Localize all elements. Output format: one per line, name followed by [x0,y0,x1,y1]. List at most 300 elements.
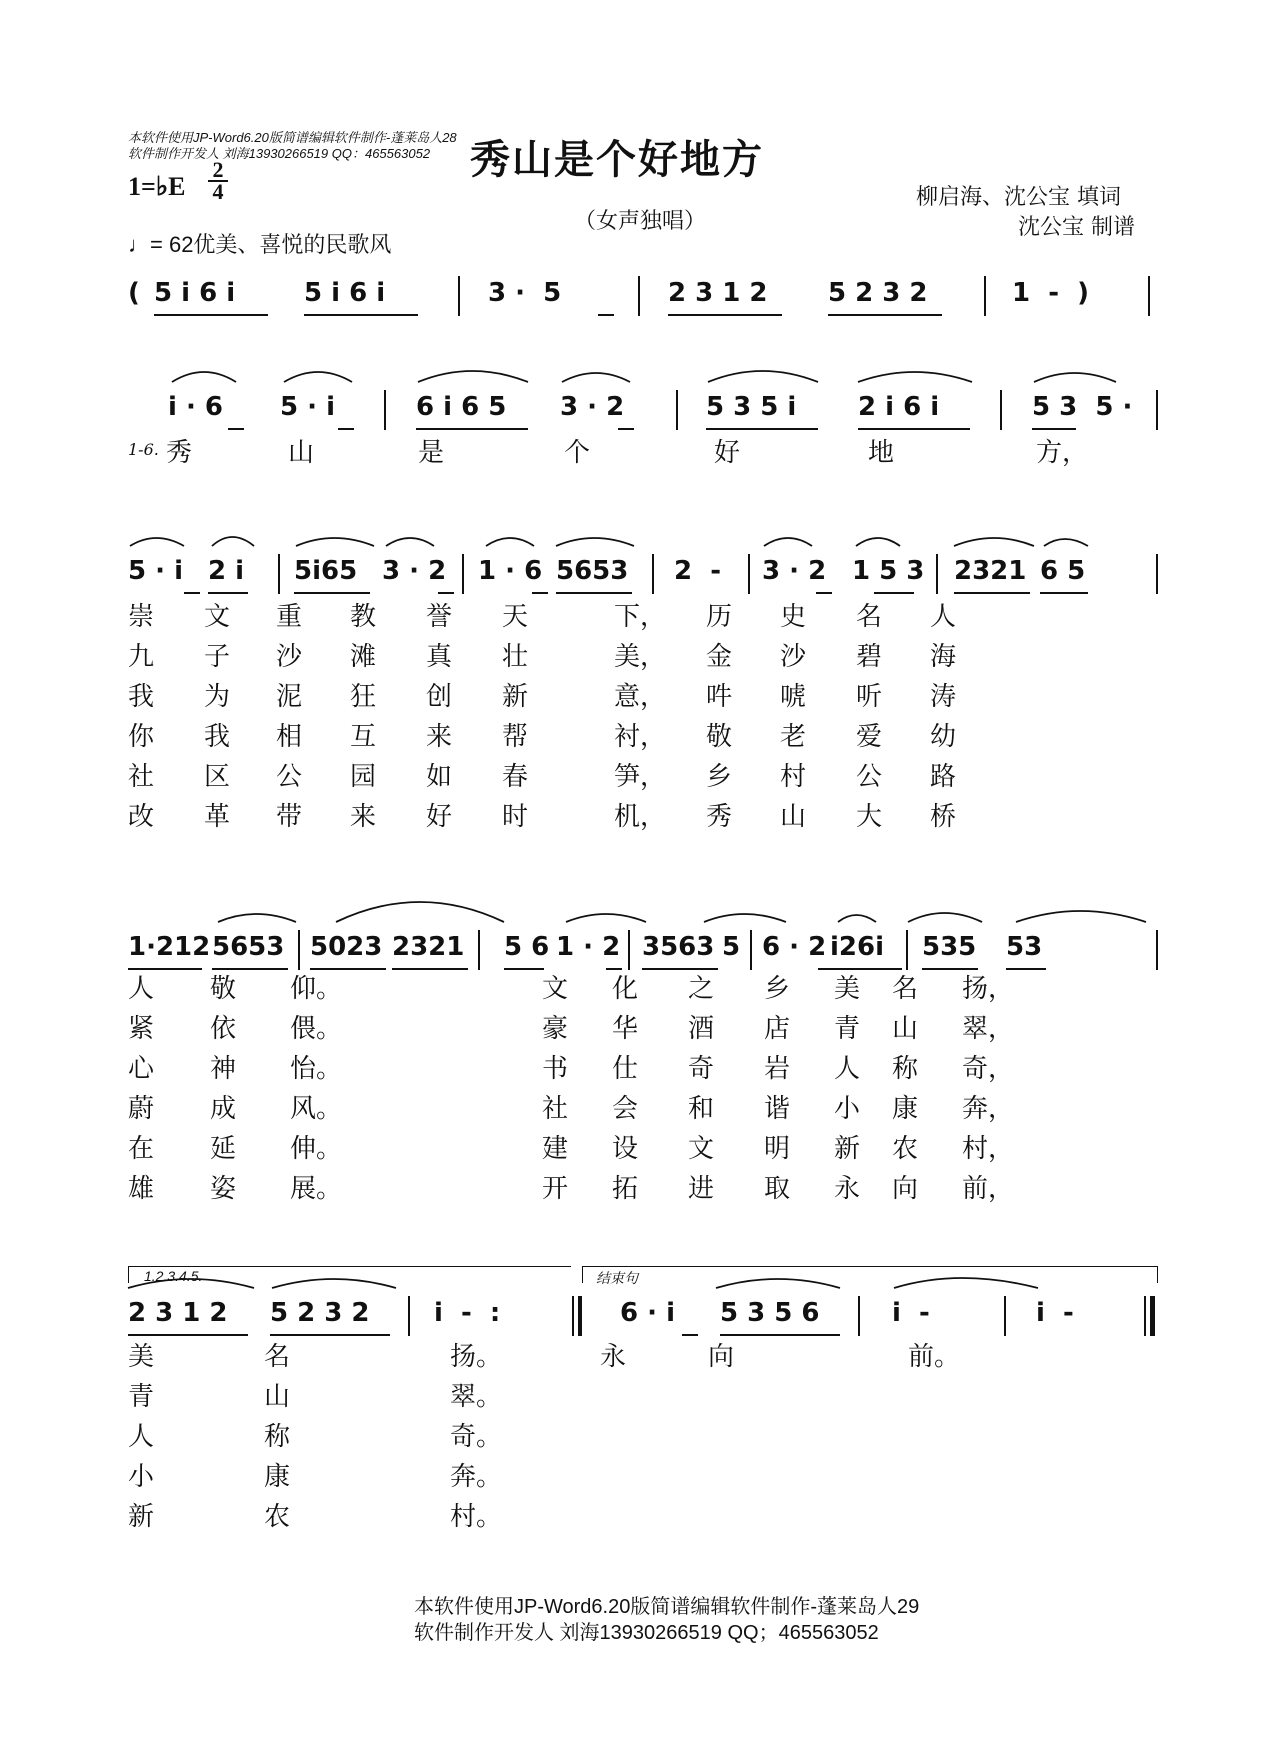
lyric-syllable: 人 [128,1422,155,1452]
note-group: 1 · 2 [556,932,621,962]
slur [764,538,812,546]
note-group: i26i [830,932,885,962]
lyric-syllable: 美 [834,974,861,1004]
note-group: 5 · i [280,392,335,422]
lyric-syllable: 衬， [614,722,667,752]
lyric-syllable: 好 [426,802,453,832]
lyric-syllable: 仰。 [290,974,343,1004]
lyric-syllable: 九 [128,642,155,672]
lyric-syllable: 金 [706,642,733,672]
barline [652,554,654,594]
lyric-row [128,1048,1160,1084]
lyric-syllable: 农 [264,1502,291,1532]
beam [1032,428,1076,430]
note-group: 5 [722,932,741,962]
note-group: 1 5 3 [852,556,925,586]
slur [704,914,786,922]
slur [130,538,184,546]
lyric-syllable: 改 [128,802,155,832]
note-group: i - : [434,1298,501,1328]
lyric-syllable: 向 [708,1342,735,1372]
volta-first-ending-label: 1.2.3.4.5. [144,1268,203,1284]
lyric-syllable: 姿 [210,1174,237,1204]
lyric-syllable: 紧 [128,1014,155,1044]
beam [828,314,942,316]
lyric-row [128,1416,1160,1452]
beam [532,592,548,594]
lyric-syllable: 扬， [962,974,1015,1004]
lyric-syllable: 新 [834,1134,861,1164]
lyric-row [128,1456,1160,1492]
lyric-syllable: 相 [276,722,303,752]
lyric-syllable: 是 [418,438,445,468]
lyric-syllable: 如 [426,762,453,792]
note-group: 5 6 [504,932,550,962]
lyric-syllable: 好 [714,438,741,468]
barline [462,554,464,594]
watermark-top-line-2: 软件制作开发人 刘海13930266519 QQ：465563052 [128,146,431,161]
lyric-syllable: 秀 [166,438,193,468]
lyric-syllable: 社 [542,1094,569,1124]
lyric-syllable: 春 [502,762,529,792]
lyric-syllable: 乡 [706,762,733,792]
lyric-syllable: 豪 [542,1014,569,1044]
lyric-syllable: 心 [128,1054,155,1084]
lyric-syllable: 子 [204,642,231,672]
lyric-syllable: 听 [856,682,883,712]
lyric-syllable: 为 [204,682,231,712]
beam [556,592,632,594]
lyric-syllable: 敬 [210,974,237,1004]
lyric-syllable: 奇。 [450,1422,503,1452]
lyric-row [128,756,1160,792]
final-barline-thick [1150,1296,1155,1336]
lyric-syllable: 蔚 [128,1094,155,1124]
note-group: 2 - [674,556,721,586]
slur [562,373,630,382]
lyric-syllable: 康 [264,1462,291,1492]
beam [338,428,354,430]
lyric-row [128,1376,1160,1412]
slur [838,915,876,922]
lyric-syllable: 你 [128,722,155,752]
composer-credit: 沈公宝 制谱 [1018,215,1135,240]
barline [408,1296,410,1336]
note-group: 3 · 5 [488,278,562,308]
lyric-syllable: 农 [892,1134,919,1164]
watermark-top-line-1: 本软件使用JP-Word6.20版简谱编辑软件制作-蓬莱岛人28 [128,130,457,145]
lyric-syllable: 文 [204,602,231,632]
lyric-syllable: 文 [542,974,569,1004]
lyric-syllable: 滩 [350,642,377,672]
lyric-syllable: 山 [288,438,315,468]
lyric-syllable: 个 [564,438,591,468]
lyric-syllable: 青 [128,1382,155,1412]
music-line-3 [128,926,1160,974]
beam [954,592,1030,594]
note-group: 5i65 [294,556,358,586]
note-group: 5023 [310,932,383,962]
lyric-syllable: 永 [600,1342,627,1372]
lyric-syllable: 永 [834,1174,861,1204]
lyric-syllable: 方， [1036,438,1089,468]
lyric-syllable: 海 [930,642,957,672]
lyric-row [128,968,1160,1004]
beam [208,592,248,594]
beam [184,592,200,594]
lyric-syllable: 唬 [780,682,807,712]
barline [1004,1296,1006,1336]
slur [284,372,352,382]
lyric-syllable: 怡。 [290,1054,343,1084]
lyric-syllable: 笋， [614,762,667,792]
lyric-syllable: 教 [350,602,377,632]
slur [172,372,236,382]
note-group: 2321 [392,932,465,962]
lyric-row [128,1008,1160,1044]
beam [1040,592,1088,594]
footer-line-2: 软件制作开发人 刘海13930266519 QQ；465563052 [414,1622,879,1644]
lyric-syllable: 幼 [930,722,957,752]
lyric-syllable: 山 [780,802,807,832]
slur [908,913,982,922]
slur [386,538,434,546]
lyric-syllable: 壮 [502,642,529,672]
lyric-syllable: 小 [834,1094,861,1124]
slur [566,914,646,922]
note-group: 6 i 6 5 [416,392,507,422]
barline [1156,930,1158,970]
barline [858,1296,860,1336]
lyric-syllable: 地 [868,438,895,468]
lyric-row [128,1168,1160,1204]
footer-line-1: 本软件使用JP-Word6.20版简谱编辑软件制作-蓬莱岛人29 [414,1596,920,1618]
lyric-syllable: 康 [892,1094,919,1124]
lyric-row [128,636,1160,672]
note-group: 3 · 2 [382,556,447,586]
volta-ending-section [582,1266,1158,1283]
lyric-syllable: 互 [350,722,377,752]
lyric-syllable: 美 [128,1342,155,1372]
lyric-syllable: 名 [264,1342,291,1372]
lyric-syllable: 拓 [612,1174,639,1204]
lyric-syllable: 下， [614,602,667,632]
lyric-syllable: 意， [614,682,667,712]
note-group: 3 · 2 [560,392,625,422]
note-group: 5 · i [128,556,183,586]
barline [1000,390,1002,430]
lyric-syllable: 明 [764,1134,791,1164]
page-title: 秀山是个好地方 [470,136,764,183]
barline [572,1296,574,1336]
beam [416,428,528,430]
lyric-syllable: 奇， [962,1054,1015,1084]
lyric-syllable: 开 [542,1174,569,1204]
beam [618,428,634,430]
lyric-syllable: 涛 [930,682,957,712]
lyric-row [128,1496,1160,1532]
music-line-1 [128,386,1160,434]
lyric-syllable: 设 [612,1134,639,1164]
note-group: i · 6 [168,392,223,422]
lyric-syllable: 重 [276,602,303,632]
lyric-row [128,1128,1160,1164]
lyric-syllable: 华 [612,1014,639,1044]
lyric-syllable: 称 [264,1422,291,1452]
lyric-syllable: 扬。 [450,1342,503,1372]
slur [418,371,528,382]
barline [676,390,678,430]
slur [954,538,1034,546]
lyric-syllable: 取 [764,1174,791,1204]
lyric-syllable: 山 [892,1014,919,1044]
lyric-syllable: 谐 [764,1094,791,1124]
slur [1016,911,1146,922]
lyric-syllable: 向 [892,1174,919,1204]
slur [1034,373,1116,382]
beam [816,592,832,594]
note-group: 1 · 6 [478,556,543,586]
barline [936,554,938,594]
note-group: 2 i [208,556,245,586]
lyric-syllable: 路 [930,762,957,792]
lyric-syllable: 奇 [688,1054,715,1084]
note-group: 6 5 [1040,556,1086,586]
lyric-syllable: 酒 [688,1014,715,1044]
lyric-syllable: 敬 [706,722,733,752]
note-group: 535 [922,932,977,962]
lyric-syllable: 人 [128,974,155,1004]
lyric-syllable: 村 [780,762,807,792]
lyric-syllable: 爱 [856,722,883,752]
lyric-syllable: 沙 [276,642,303,672]
lyric-syllable: 建 [542,1134,569,1164]
slur [856,538,900,546]
lyric-row [128,432,1160,468]
lyric-syllable: 时 [502,802,529,832]
lyric-syllable: 革 [204,802,231,832]
note-group: 6 · i [620,1298,675,1328]
barline [278,554,280,594]
lyric-syllable: 文 [688,1134,715,1164]
note-group: 2321 [954,556,1027,586]
lyric-syllable: 偎。 [290,1014,343,1044]
beam [874,592,914,594]
repeat-barline [578,1296,582,1336]
lyric-syllable: 村。 [450,1502,503,1532]
beam [598,314,614,316]
volta-ending-label: 结束句 [596,1270,638,1286]
lyric-syllable: 仕 [612,1054,639,1084]
note-group: ( [128,278,140,308]
lyric-syllable: 帮 [502,722,529,752]
lyric-syllable: 会 [612,1094,639,1124]
beam [228,428,244,430]
note-group: 2 3 1 2 [668,278,768,308]
note-group: 53 [1006,932,1043,962]
barline [628,930,630,970]
lyric-syllable: 化 [612,974,639,1004]
lyric-syllable: 翠。 [450,1382,503,1412]
lyric-syllable: 机， [614,802,667,832]
lyric-syllable: 公 [856,762,883,792]
barline [906,930,908,970]
time-signature-bottom: 4 [212,179,224,204]
barline [750,930,752,970]
lyric-syllable: 人 [834,1054,861,1084]
lyric-syllable: 新 [128,1502,155,1532]
slur [1044,539,1088,546]
beam [304,314,418,316]
barline [458,276,460,316]
lyric-syllable: 区 [204,762,231,792]
lyric-syllable: 岩 [764,1054,791,1084]
lyric-syllable: 成 [210,1094,237,1124]
lyric-syllable: 崇 [128,602,155,632]
note-group: 5 3 5 · [1032,392,1133,422]
lyric-syllable: 延 [210,1134,237,1164]
note-group: 5 3 5 i [706,392,797,422]
note-group: 1·212 [128,932,211,962]
lyric-syllable: 进 [688,1174,715,1204]
final-barline [1144,1296,1146,1336]
music-line-2 [128,550,1160,598]
lyricist-credit: 柳启海、沈公宝 填词 [916,185,1121,210]
verse-number: 1-6. [128,440,159,459]
subtitle: （女声独唱） [574,209,707,234]
lyric-syllable: 名 [856,602,883,632]
lyric-syllable: 名 [892,974,919,1004]
lyric-syllable: 和 [688,1094,715,1124]
key-signature: 1=♭E [128,172,186,201]
lyric-syllable: 创 [426,682,453,712]
lyric-row [128,676,1160,712]
note-group: 5 i 6 i [154,278,236,308]
note-group: 3 · 2 [762,556,827,586]
note-group: 5 3 5 6 [720,1298,820,1328]
lyric-syllable: 泥 [276,682,303,712]
note-group: 1 - ) [1012,278,1089,308]
lyric-syllable: 来 [426,722,453,752]
lyric-syllable: 沙 [780,642,807,672]
lyric-syllable: 狂 [350,682,377,712]
intro-line [128,272,1160,320]
beam [154,314,268,316]
slur [336,902,504,922]
lyric-syllable: 依 [210,1014,237,1044]
lyric-syllable: 山 [264,1382,291,1412]
lyric-syllable: 雄 [128,1174,155,1204]
lyric-syllable: 秀 [706,802,733,832]
note-group: 5 i 6 i [304,278,386,308]
time-signature-top: 2 [212,157,224,182]
lyric-syllable: 真 [426,642,453,672]
lyric-row [128,796,1160,832]
lyric-syllable: 天 [502,602,529,632]
lyric-syllable: 吽 [706,682,733,712]
slur [486,538,534,546]
slur [296,538,374,546]
note-group: 5 2 3 2 [828,278,928,308]
lyric-syllable: 在 [128,1134,155,1164]
lyric-syllable: 老 [780,722,807,752]
beam [668,314,782,316]
barline [298,930,300,970]
note-group: 2 i 6 i [858,392,940,422]
lyric-syllable: 青 [834,1014,861,1044]
lyric-row [128,1088,1160,1124]
lyric-syllable: 翠， [962,1014,1015,1044]
beam [294,592,370,594]
lyric-syllable: 大 [856,802,883,832]
music-line-4 [128,1292,1160,1340]
lyric-row [128,716,1160,752]
barline [748,554,750,594]
beam [706,428,818,430]
slur [212,537,254,546]
lyric-syllable: 园 [350,762,377,792]
lyric-syllable: 展。 [290,1174,343,1204]
lyric-syllable: 小 [128,1462,155,1492]
lyric-syllable: 碧 [856,642,883,672]
lyric-syllable: 历 [706,602,733,632]
lyric-syllable: 公 [276,762,303,792]
note-group: 5 2 3 2 [270,1298,370,1328]
lyric-syllable: 书 [542,1054,569,1084]
lyric-syllable: 带 [276,802,303,832]
barline [1156,390,1158,430]
lyric-syllable: 桥 [930,802,957,832]
barline [1148,276,1150,316]
note-group: 2 3 1 2 [128,1298,228,1328]
barline [478,930,480,970]
lyric-syllable: 店 [764,1014,791,1044]
note-group: 6 · 2 [762,932,827,962]
lyric-syllable: 前， [962,1174,1015,1204]
barline [1156,554,1158,594]
lyric-syllable: 称 [892,1054,919,1084]
time-signature [208,157,228,204]
barline [384,390,386,430]
note-group: i - [892,1298,930,1328]
lyric-syllable: 伸。 [290,1134,343,1164]
tempo-marking: ♩= 62优美、喜悦的民歌风 [128,232,392,257]
lyric-syllable: 我 [204,722,231,752]
lyric-syllable: 史 [780,602,807,632]
lyric-syllable: 之 [688,974,715,1004]
slur [708,371,818,382]
barline [638,276,640,316]
lyric-syllable: 风。 [290,1094,343,1124]
slur [858,372,972,382]
lyric-syllable: 前。 [908,1342,961,1372]
lyric-syllable: 来 [350,802,377,832]
beam [438,592,454,594]
lyric-syllable: 人 [930,602,957,632]
slur [556,538,634,546]
lyric-syllable: 我 [128,682,155,712]
lyric-syllable: 奔。 [450,1462,503,1492]
lyric-syllable: 美， [614,642,667,672]
slur [218,914,296,922]
lyric-syllable: 神 [210,1054,237,1084]
beam [858,428,970,430]
lyric-syllable: 乡 [764,974,791,1004]
note-group: 3563 [642,932,715,962]
note-group: 5653 [212,932,285,962]
lyric-syllable: 誉 [426,602,453,632]
lyric-row [128,1336,1160,1372]
